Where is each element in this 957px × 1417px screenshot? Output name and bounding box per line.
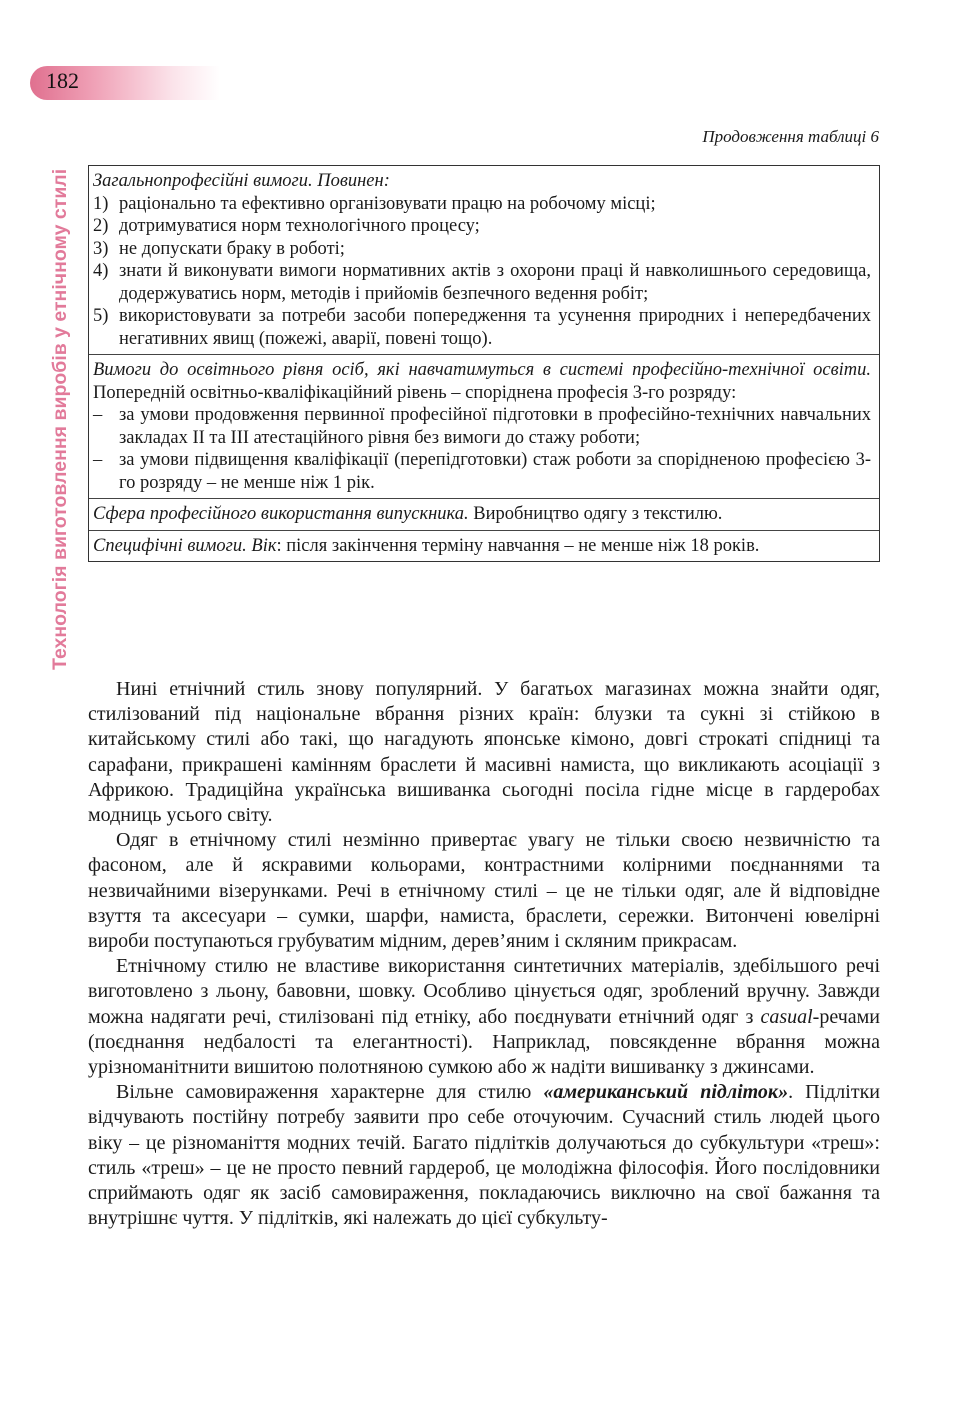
sphere-heading: Сфера професійного використання випускника. (93, 504, 469, 524)
list-item: 3) не допускати браку в роботі; (93, 238, 345, 259)
list-item: 4) знати й виконувати вимоги нормативних актів з охорони праці й навколишнього середовища, додержуватись норм, методів і прийомів безпечного ведення робіт; (93, 261, 871, 304)
list-item: 1) раціонально та ефективно організовувати працю на робочому місці; (93, 193, 656, 214)
general-requirements-cell (89, 166, 879, 355)
side-title-text: Технологія виготовлення виробів у етнічному стилі (49, 168, 71, 670)
list-item: – за умови продовження первинної професійної підготовки в професійно-технічних навчальних закладах II та III атестаційного рівня без вимоги до стажу роботи; (93, 405, 871, 448)
table-continuation-label: Продовження таблиці 6 (702, 127, 879, 146)
page-number: 182 (46, 68, 79, 93)
specific-requirements-cell (89, 531, 879, 562)
style-term: «американський підліток» (543, 1081, 789, 1104)
list-item: 2) дотримуватися норм технологічного процесу; (93, 216, 480, 236)
casual-term: casual (760, 1005, 813, 1028)
education-text: Попередній освітньо-кваліфікаційний рівень – споріднена професія 3-го розряду: (93, 382, 737, 403)
side-title (46, 130, 74, 670)
education-requirements-cell (89, 355, 879, 499)
list-item: 5) використовувати за потреби засоби попередження та усунення природних і непередбачених негативних явищ (пожежі, аварії, повені тощо). (93, 306, 871, 349)
specific-heading: Специфічні вимоги. Вік (93, 535, 277, 556)
education-heading: Вимоги до освітнього рівня осіб, які навчатимуться в системі професійно-технічної освіти. (93, 360, 871, 380)
paragraph: Одяг в етнічному стилі незмінно привертає увагу не тільки своєю незвичністю та фасоном, але й яскравими кольорами, контрастними колірними поєднаннями та незвичайними візерунками. Речі в етнічному стилі – це не тільки одяг, але й відповідне взуття та аксесуари – сумки, шарфи, намиста, браслети, сережки. Витончені ювелірні вироби поступаються грубуватим мідним, дерев’яним і скляним прикрасам. (88, 829, 880, 953)
requirements-table (88, 165, 880, 562)
paragraph: Етнічному стилю не властиве використання синтетичних матеріалів, здебільшого речі виготовлено з льону, бавовни, шовку. Особливо цінується одяг, зроблений вручну. Завжди можна надягати речі, стилізовані під етніку, або поєднувати етнічний одяг з casual-речами (поєднання недбалості та елегантності). Наприклад, повсякденне вбрання можна урізноманітнити вишитою полотняною сумкою або ж надіти вишиванку з джинсами. (88, 955, 880, 1079)
general-requirements-heading: Загальнопрофесійні вимоги. Повинен: (93, 171, 390, 191)
sphere-text: Виробництво одягу з текстилю. (473, 504, 723, 524)
paragraph: Вільне самовираження характерне для стилю «американський підліток». Підлітки відчувають постійну потребу заявити про себе оточуючим. Сучасний стиль людей цього віку – це різноманіття модних течій. Багато підлітків долучаються до субкультури «треш»: стиль «треш» – це не просто певний гардероб, це молодіжна філософія. Його послідовники сприймають одяг як засіб самовираження, покладаючись виключно на свої бажання та внутрішнє чуття. У підлітків, які належать до цієї субкульту- (88, 1081, 881, 1230)
list-item: – за умови підвищення кваліфікації (перепідготовки) стаж роботи за спорідненою професією 3-го розряду – не менше ніж 1 рік. (93, 450, 871, 493)
sphere-cell (89, 499, 879, 531)
paragraph: Нині етнічний стиль знову популярний. У багатьох магазинах можна знайти одяг, стилізований під національне вбрання різних країн: блузки та сукні зі стійкою в китайському стилі або такі, що нагадують японське кімоно, довгі строкаті спідниці та сарафани, прикрашені камінням браслети й масивні намиста, що викликають асоціації з Африкою. Традиційна українська вишиванка сьогодні посіла гідне місце в гардеробах модниць усього світу. (88, 678, 880, 827)
specific-text: : після закінчення терміну навчання – не менше ніж 18 років. (276, 535, 760, 556)
body-text (88, 677, 880, 1231)
